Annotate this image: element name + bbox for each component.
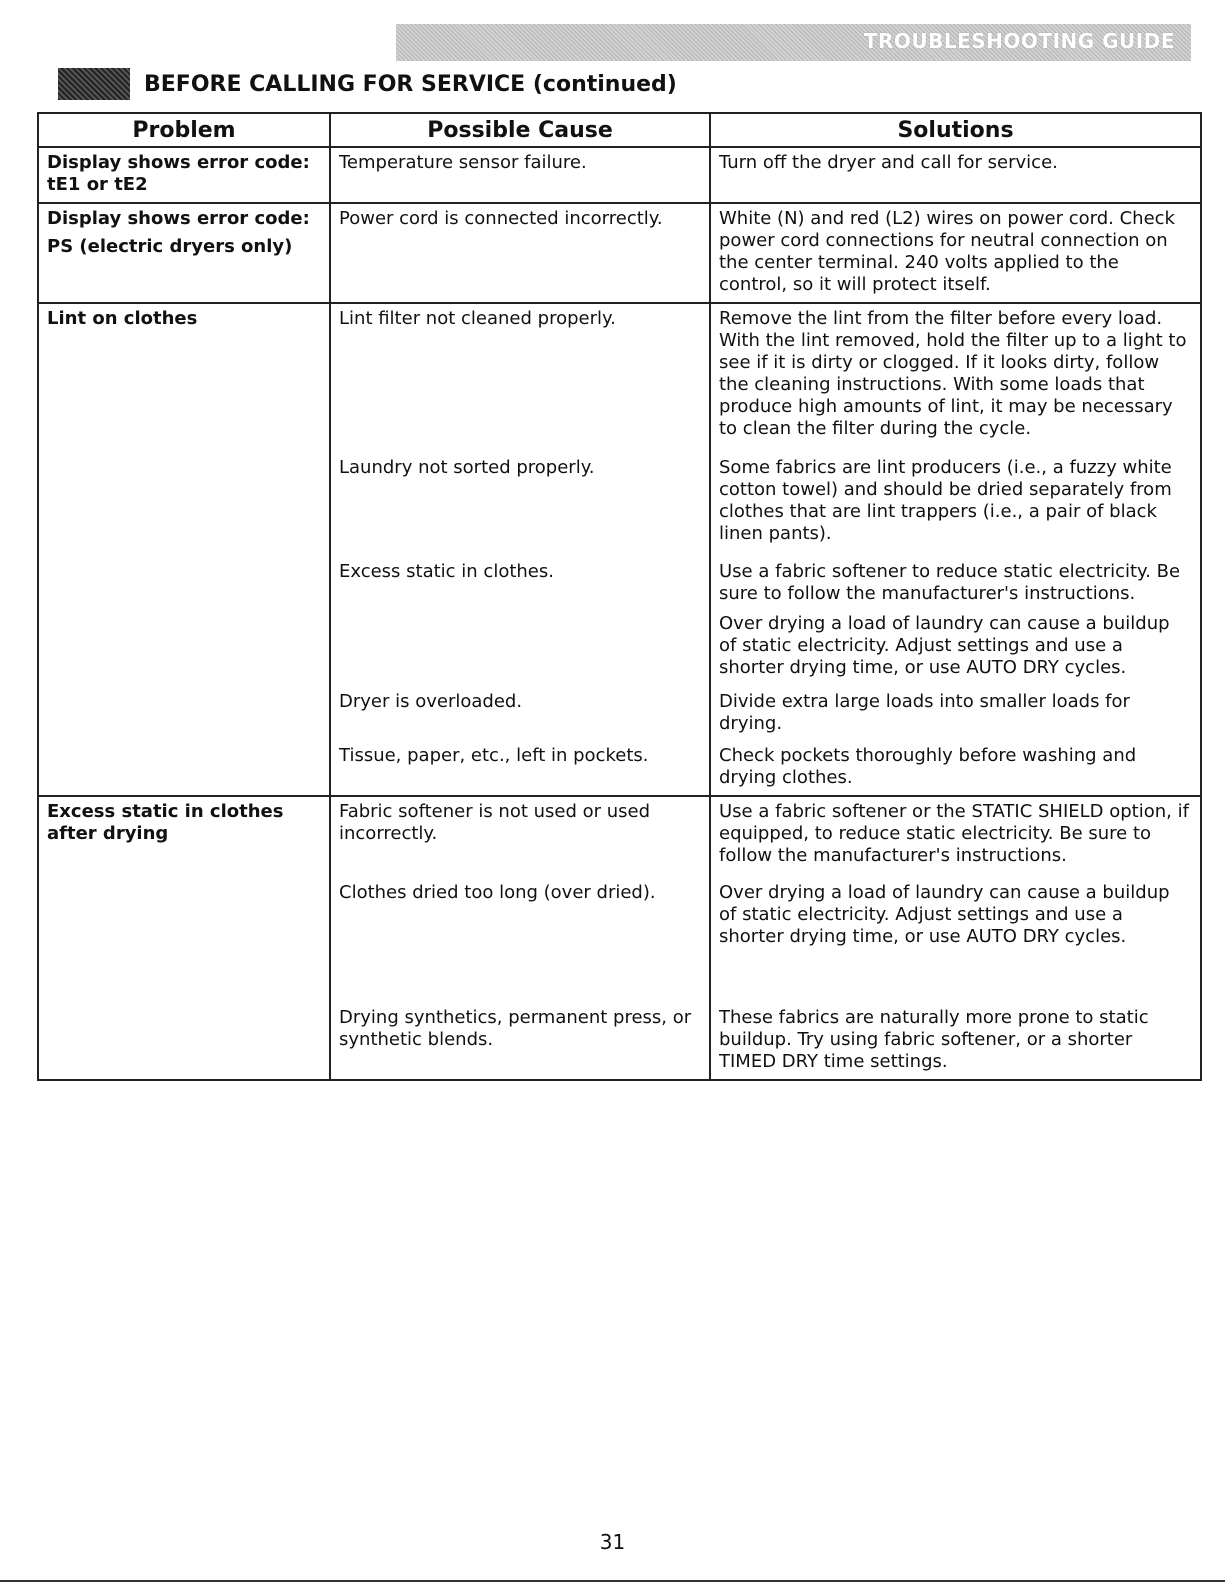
cause-cell: Temperature sensor failure.: [330, 147, 710, 203]
solution-cell: [710, 557, 1201, 687]
solution-cell: [710, 1003, 1201, 1080]
section-marker-block: [58, 68, 130, 100]
table-row: [38, 687, 1201, 741]
troubleshooting-table: [37, 112, 1202, 1081]
problem-cell: [38, 557, 330, 687]
table-row: [38, 557, 1201, 687]
solution-text: Turn off the dryer and call for service.: [719, 152, 1058, 173]
solution-cell: [710, 687, 1201, 741]
problem-text: Display shows error code:: [47, 208, 310, 229]
problem-cell: [38, 687, 330, 741]
table-row: [38, 1003, 1201, 1080]
solution-text: Over drying a load of laundry can cause a buildup of static electricity. Adjust settings and use a shorter drying time, or use AUTO DRY cycles.: [719, 882, 1170, 947]
bottom-rule: [0, 1580, 1225, 1582]
table-header-row: [38, 113, 1201, 147]
solution-cell: [710, 453, 1201, 557]
table-row: [38, 796, 1201, 878]
table-row: [38, 203, 1201, 303]
cause-cell: Clothes dried too long (over dried).: [330, 878, 710, 1003]
cause-cell: Excess static in clothes.: [330, 557, 710, 687]
problem-cell: [38, 303, 330, 453]
column-header-solutions: Solutions: [710, 113, 1201, 147]
cause-cell: Lint filter not cleaned properly.: [330, 303, 710, 453]
troubleshooting-guide-banner: [396, 24, 1191, 61]
solution-text: White (N) and red (L2) wires on power cord. Check power cord connections for neutral connection on the center terminal. 240 volts applied to the control, so it will protect itself.: [719, 208, 1175, 295]
page-number: 31: [599, 1530, 626, 1554]
cause-cell: Laundry not sorted properly.: [330, 453, 710, 557]
solution-text: Some fabrics are lint producers (i.e., a fuzzy white cotton towel) and should be dried separately from clothes that are lint trappers (i.e., a pair of black linen pants).: [719, 457, 1172, 544]
problem-text: PS (electric dryers only): [47, 236, 293, 257]
table-row: [38, 303, 1201, 453]
table-row: [38, 147, 1201, 203]
problem-text: Lint on clothes: [47, 308, 198, 329]
section-title: BEFORE CALLING FOR SERVICE (continued): [144, 71, 677, 97]
solution-text: These fabrics are naturally more prone to static buildup. Try using fabric softener, or a shorter TIMED DRY time settings.: [719, 1007, 1149, 1072]
cause-cell: Tissue, paper, etc., left in pockets.: [330, 741, 710, 796]
problem-cell: [38, 147, 330, 203]
problem-text: Excess static in clothes after drying: [47, 801, 284, 844]
problem-text: Display shows error code:: [47, 152, 310, 173]
banner-title: TROUBLESHOOTING GUIDE: [863, 29, 1175, 53]
problem-cell: [38, 878, 330, 1003]
solution-cell: [710, 147, 1201, 203]
solution-cell: [710, 741, 1201, 796]
problem-text: tE1 or tE2: [47, 174, 148, 195]
cause-cell: Dryer is overloaded.: [330, 687, 710, 741]
problem-cell: [38, 453, 330, 557]
section-heading: [58, 68, 677, 100]
problem-cell: [38, 203, 330, 303]
solution-text: Use a fabric softener or the STATIC SHIELD option, if equipped, to reduce static electricity. Be sure to follow the manufacturer's instructions.: [719, 801, 1189, 866]
solution-text: Remove the lint from the filter before every load. With the lint removed, hold the filter up to a light to see if it is dirty or clogged. If it looks dirty, follow the cleaning instructions. With some loads that produce high amounts of lint, it may be necessary to clean the filter during the cycle.: [719, 308, 1187, 439]
problem-cell: [38, 741, 330, 796]
table-row: [38, 741, 1201, 796]
solution-text: Divide extra large loads into smaller loads for drying.: [719, 691, 1130, 734]
cause-cell: Power cord is connected incorrectly.: [330, 203, 710, 303]
solution-text: Use a fabric softener to reduce static electricity. Be sure to follow the manufacturer's instructions.: [719, 561, 1181, 604]
table-row: [38, 878, 1201, 1003]
solution-text: Check pockets thoroughly before washing and drying clothes.: [719, 745, 1137, 788]
cause-cell: Drying synthetics, permanent press, or synthetic blends.: [330, 1003, 710, 1080]
solution-cell: [710, 303, 1201, 453]
column-header-cause: Possible Cause: [330, 113, 710, 147]
table-row: [38, 453, 1201, 557]
column-header-problem: Problem: [38, 113, 330, 147]
solution-text: Over drying a load of laundry can cause a buildup of static electricity. Adjust settings and use a shorter drying time, or use AUTO DRY cycles.: [719, 613, 1170, 678]
problem-cell: [38, 1003, 330, 1080]
problem-cell: [38, 796, 330, 878]
solution-cell: [710, 878, 1201, 1003]
solution-cell: [710, 796, 1201, 878]
solution-cell: [710, 203, 1201, 303]
cause-cell: Fabric softener is not used or used incorrectly.: [330, 796, 710, 878]
